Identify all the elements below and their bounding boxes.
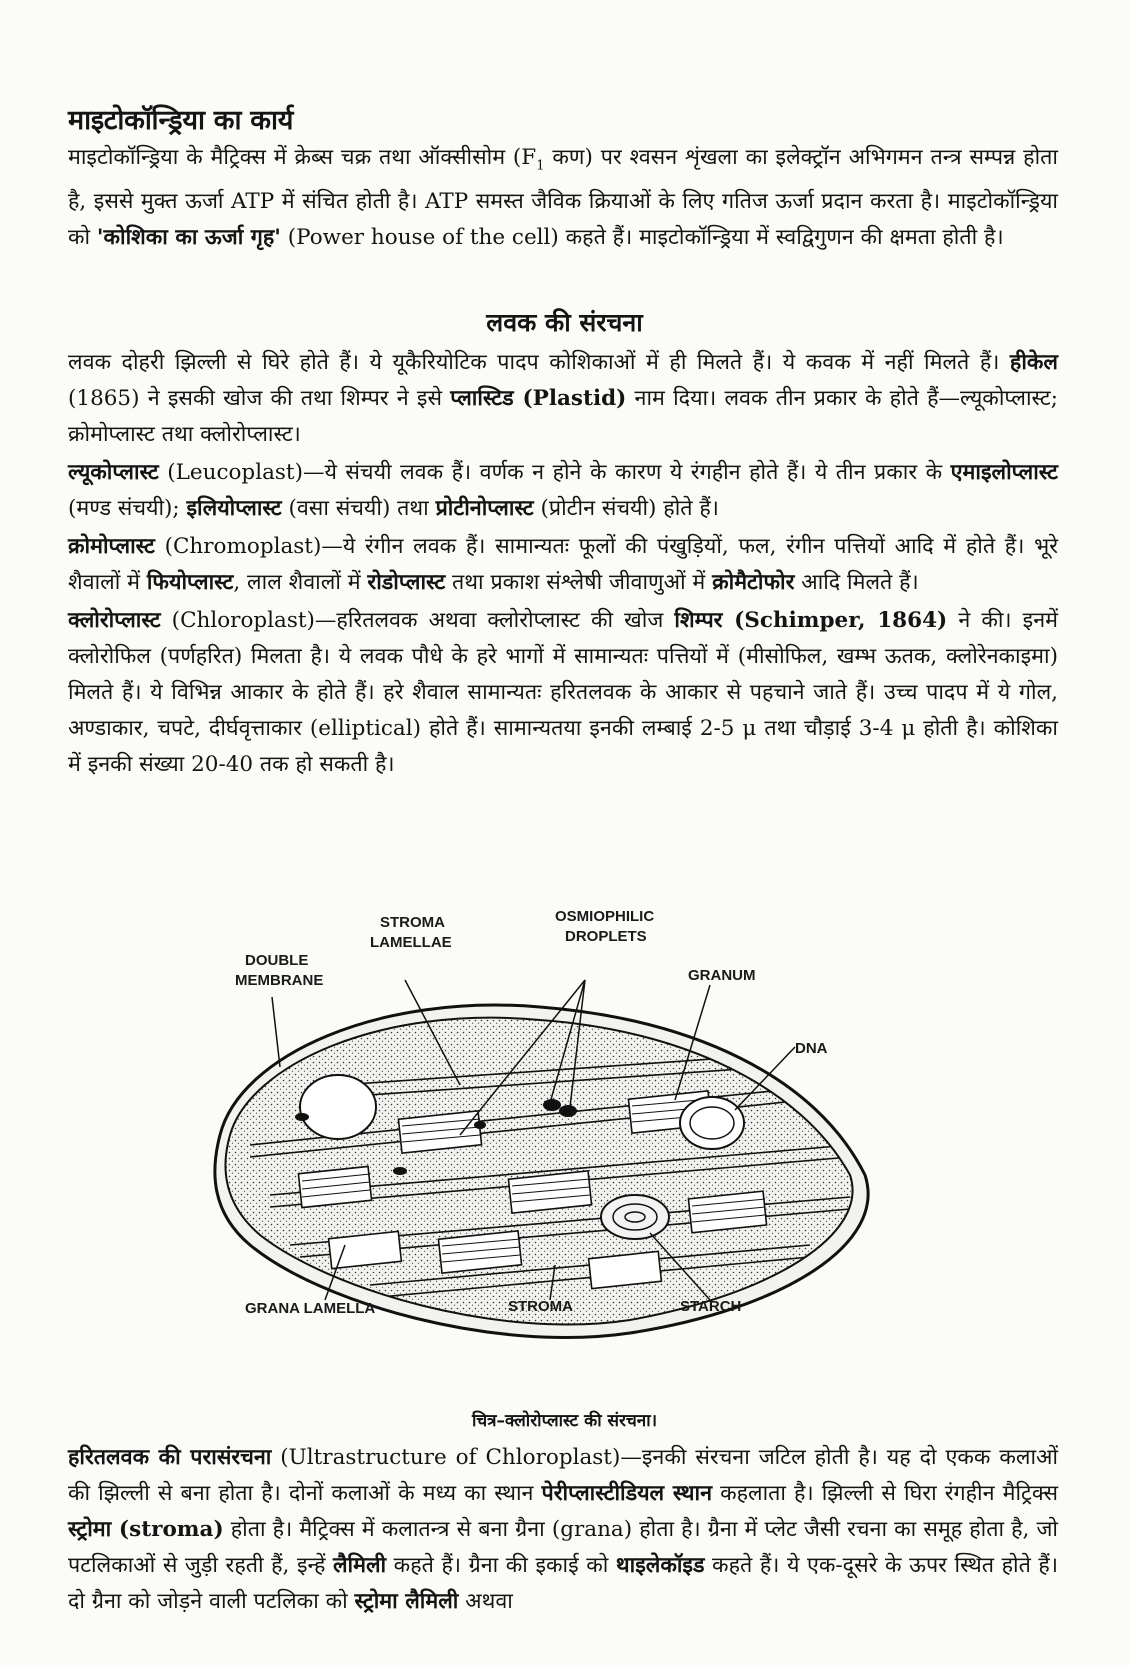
label-double-membrane-2: MEMBRANE xyxy=(235,972,324,989)
chloroplast-paragraph: क्लोरोप्लास्ट (Chloroplast)—हरितलवक अथवा क्लोरोप्लास्ट की खोज शिम्पर (Schimper, 1864) ने की। इनमें क्लोरोफिल (पर्णहरित) मिलता है। ये लवक पौधे के हरे भागों में सामान्यतः पत्तियों में (मीसोफिल, खम्भ ऊतक, क्लोरेनकाइमा) मिलते हैं। ये विभिन्न आकार के होते हैं। हरे शैवाल सामान्यतः हरितलवक के आकार से पहचाने जाते हैं। उच्च पादप में ये गोल, अण्डाकार, चपटे, दीर्घवृत्ताकार (elliptical) होते हैं। सामान्यतया इनकी लम्बाई 2-5 μ तथा चौड़ाई 3-4 μ होती है। कोशिका में इनकी संख्या 20-40 तक हो सकती है। xyxy=(68,608,1058,777)
plastid-section xyxy=(68,345,1058,783)
ultrastructure-paragraph: हरितलवक की परासंरचना (Ultrastructure of Chloroplast)—इनकी संरचना जटिल होती है। यह दो एकक कलाओं की झिल्ली से बना होता है। दोनों कलाओं के मध्य का स्थान पेरीप्लास्टीडियल स्थान कहलाता है। झिल्ली से घिरा रंगहीन मैट्रिक्स स्ट्रोमा (stroma) होता है। मैट्रिक्स में कलातन्त्र से बना ग्रैना (grana) होता है। ग्रैना में प्लेट जैसी रचना का समूह होता है, जो पटलिकाओं से जुड़ी रहती हैं, इन्हें लैमिली कहते हैं। ग्रैना की इकाई को थाइलेकॉइड कहते हैं। ये एक-दूसरे के ऊपर स्थित होते हैं। दो ग्रैना को जोड़ने वाली पटलिका को स्ट्रोमा लैमिली अथवा xyxy=(68,1445,1058,1614)
label-stroma-lamellae-1: STROMA xyxy=(380,914,445,931)
mitochondria-text: माइटोकॉन्ड्रिया के मैट्रिक्स में क्रेब्स चक्र तथा ऑक्सीसोम ($F_1$ कण) पर श्वसन शृंखला का इलेक्ट्रॉन अभिगमन तन्त्र सम्पन्न होता है, इससे मुक्त ऊर्जा ATP में संचित होती है। ATP समस्त जैविक क्रियाओं के लिए गतिज ऊर्जा प्रदान करता है। माइटोकॉन्ड्रिया को 'कोशिका का ऊर्जा गृह' (Power house of the cell) कहते हैं। माइटोकॉन्ड्रिया में स्वद्विगुणन की क्षमता होती है। xyxy=(68,145,1058,251)
label-starch: STARCH xyxy=(680,1298,742,1315)
label-stroma: STROMA xyxy=(508,1298,573,1315)
label-osmiophilic-2: DROPLETS xyxy=(565,928,647,945)
chloroplast-diagram xyxy=(210,908,930,1405)
chromoplast-paragraph: क्रोमोप्लास्ट (Chromoplast)—ये रंगीन लवक हैं। सामान्यतः फूलों की पंखुड़ियों, फल, रंगीन पत्तियों आदि में होते हैं। भूरे शैवालों में फियोप्लास्ट, लाल शैवालों में रोडोप्लास्ट तथा प्रकाश संश्लेषी जीवाणुओं में क्रोमैटोफोर आदि मिलते हैं। xyxy=(68,534,1058,595)
plastid-intro: लवक दोहरी झिल्ली से घिरे होते हैं। ये यूकैरियोटिक पादप कोशिकाओं में ही मिलते हैं। ये कवक में नहीं मिलते हैं। हीकेल (1865) ने इसकी खोज की तथा शिम्पर ने इसे प्लास्टिड (Plastid) नाम दिया। लवक तीन प्रकार के होते हैं—ल्यूकोप्लास्ट; क्रोमोप्लास्ट तथा क्लोरोप्लास्ट। xyxy=(68,350,1058,447)
vacuole xyxy=(300,1075,376,1139)
plastid-structure-heading: लवक की संरचना xyxy=(486,308,643,337)
label-stroma-lamellae-2: LAMELLAE xyxy=(370,934,452,951)
ultrastructure-section xyxy=(68,1440,1058,1620)
leucoplast-paragraph: ल्यूकोप्लास्ट (Leucoplast)—ये संचयी लवक हैं। वर्णक न होने के कारण ये रंगहीन होते हैं। ये तीन प्रकार के एमाइलोप्लास्ट (मण्ड संचयी); इलियोप्लास्ट (वसा संचयी) तथा प्रोटीनोप्लास्ट (प्रोटीन संचयी) होते हैं। xyxy=(68,460,1058,521)
mitochondria-function-heading: माइटोकॉन्ड्रिया का कार्य xyxy=(68,105,294,136)
label-dna: DNA xyxy=(795,1040,828,1057)
starch-grain xyxy=(601,1195,669,1239)
label-osmiophilic-1: OSMIOPHILIC xyxy=(555,908,655,925)
label-grana-lamella: GRANA LAMELLA xyxy=(245,1300,376,1317)
mitochondria-paragraph xyxy=(68,140,1058,256)
label-double-membrane-1: DOUBLE xyxy=(245,952,309,969)
label-granum: GRANUM xyxy=(688,967,756,984)
figure-caption: चित्र–क्लोरोप्लास्ट की संरचना। xyxy=(471,1411,658,1431)
